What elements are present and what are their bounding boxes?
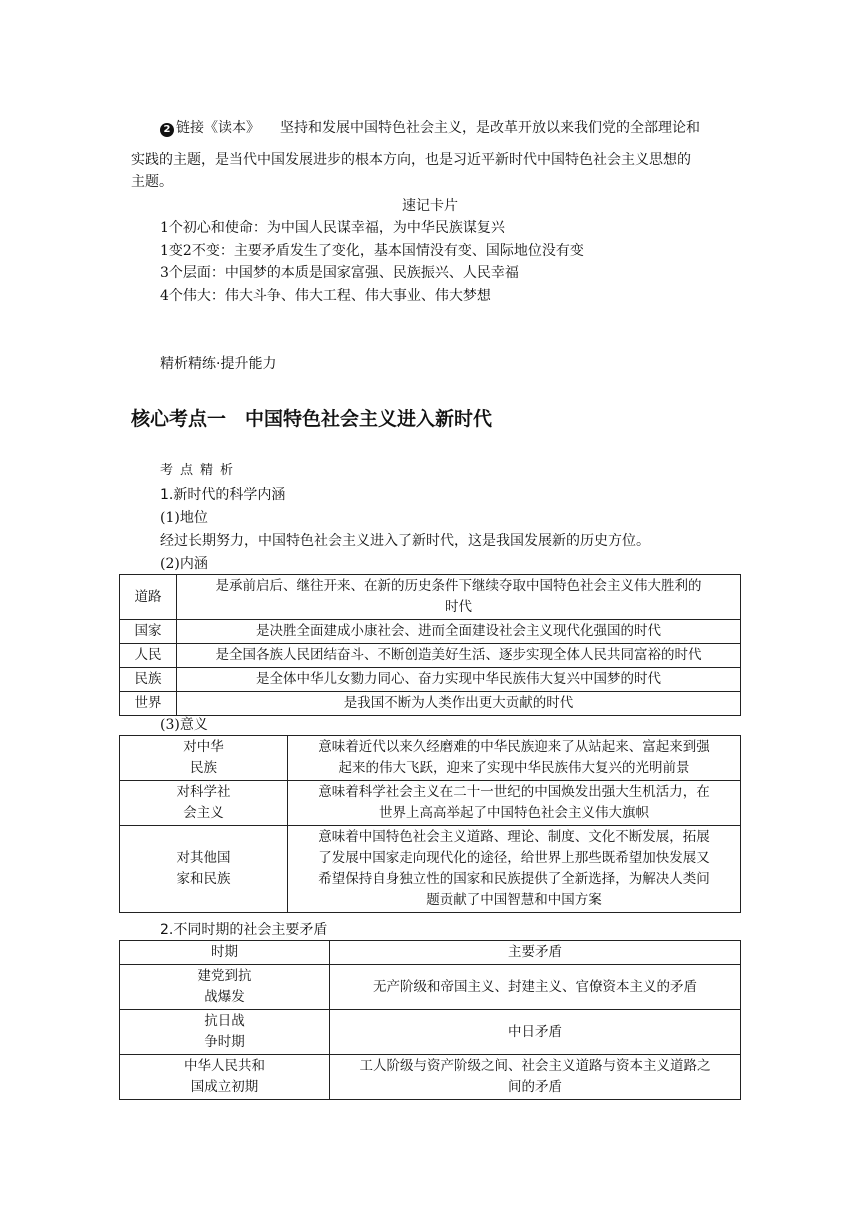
period-cell: 抗日战 争时期 <box>120 1010 330 1055</box>
contradiction-cell: 无产阶级和帝国主义、封建主义、官僚资本主义的矛盾 <box>330 965 741 1010</box>
card-item: 1变2不变：主要矛盾发生了变化，基本国情没有变、国际地位没有变 <box>160 243 584 259</box>
row-value: 是承前启后、继往开来、在新的历史条件下继续夺取中国特色社会主义伟大胜利的 时代 <box>177 575 741 620</box>
row-value: 是决胜全面建成小康社会、进而全面建设社会主义现代化强国的时代 <box>177 620 741 644</box>
column-header: 主要矛盾 <box>330 941 741 965</box>
table-row <box>120 644 741 668</box>
point2-title: 2.不同时期的社会主要矛盾 <box>160 922 328 938</box>
row-key: 民族 <box>120 668 177 692</box>
row-value: 是我国不断为人类作出更大贡献的时代 <box>177 692 741 716</box>
row-value: 意味着近代以来久经磨难的中华民族迎来了从站起来、富起来到强 起来的伟大飞跃，迎来了实现中华民族伟大复兴的光明前景 <box>288 736 741 781</box>
row-key: 世界 <box>120 692 177 716</box>
point1-title: 1.新时代的科学内涵 <box>160 487 286 503</box>
row-value: 是全国各族人民团结奋斗、不断创造美好生活、逐步实现全体人民共同富裕的时代 <box>177 644 741 668</box>
link-line-1 <box>160 118 700 138</box>
row-value: 是全体中华儿女勠力同心、奋力实现中华民族伟大复兴中国梦的时代 <box>177 668 741 692</box>
table-row <box>120 1010 741 1055</box>
period-cell: 建党到抗 战爆发 <box>120 965 330 1010</box>
connotation-table <box>119 574 741 716</box>
contradiction-cell: 中日矛盾 <box>330 1010 741 1055</box>
link-text-2: 实践的主题，是当代中国发展进步的根本方向，也是习近平新时代中国特色社会主义思想的 <box>131 152 691 168</box>
section-heading: 核心考点一 中国特色社会主义进入新时代 <box>131 408 493 430</box>
contradiction-table <box>119 940 741 1100</box>
point1-sub2: (2)内涵 <box>160 556 208 572</box>
row-key: 国家 <box>120 620 177 644</box>
point1-sub3: (3)意义 <box>160 717 208 733</box>
table-row <box>120 575 741 620</box>
table-header-row <box>120 941 741 965</box>
link-text-3: 主题。 <box>131 174 173 190</box>
card-item: 4个伟大：伟大斗争、伟大工程、伟大事业、伟大梦想 <box>160 288 491 304</box>
point1-sub1: (1)地位 <box>160 510 208 526</box>
row-key: 道路 <box>120 575 177 620</box>
table-row <box>120 736 741 781</box>
card-title: 速记卡片 <box>402 198 458 214</box>
meaning-table <box>119 735 741 913</box>
row-value: 意味着科学社会主义在二十一世纪的中国焕发出强大生机活力，在 世界上高高举起了中国特色社会主义伟大旗帜 <box>288 781 741 826</box>
card-item: 1个初心和使命：为中国人民谋幸福，为中华民族谋复兴 <box>160 220 505 236</box>
link-label: 链接《读本》 <box>176 120 260 136</box>
row-key: 对中华 民族 <box>120 736 288 781</box>
period-cell: 中华人民共和 国成立初期 <box>120 1055 330 1100</box>
table-row <box>120 826 741 913</box>
table-row <box>120 620 741 644</box>
row-key: 人民 <box>120 644 177 668</box>
table-row <box>120 781 741 826</box>
table-row <box>120 965 741 1010</box>
row-key: 对科学社 会主义 <box>120 781 288 826</box>
row-value: 意味着中国特色社会主义道路、理论、制度、文化不断发展，拓展 了发展中国家走向现代化的途径，给世界上那些既希望加快发展又 希望保持自身独立性的国家和民族提供了全新选择，为解决人类问 题贡献了中国智慧和中国方案 <box>288 826 741 913</box>
contradiction-cell: 工人阶级与资产阶级之间、社会主义道路与资本主义道路之 间的矛盾 <box>330 1055 741 1100</box>
column-header: 时期 <box>120 941 330 965</box>
table-row <box>120 1055 741 1100</box>
number-2-icon: 2 <box>160 123 174 137</box>
table-row <box>120 668 741 692</box>
card-item: 3个层面：中国梦的本质是国家富强、民族振兴、人民幸福 <box>160 265 519 281</box>
row-key: 对其他国 家和民族 <box>120 826 288 913</box>
section-label: 精析精练·提升能力 <box>160 356 277 372</box>
point1-sub1-text: 经过长期努力，中国特色社会主义进入了新时代，这是我国发展新的历史方位。 <box>160 533 650 549</box>
table-row <box>120 692 741 716</box>
analysis-label: 考点精析 <box>160 463 241 478</box>
link-text-1: 坚持和发展中国特色社会主义，是改革开放以来我们党的全部理论和 <box>280 120 700 136</box>
